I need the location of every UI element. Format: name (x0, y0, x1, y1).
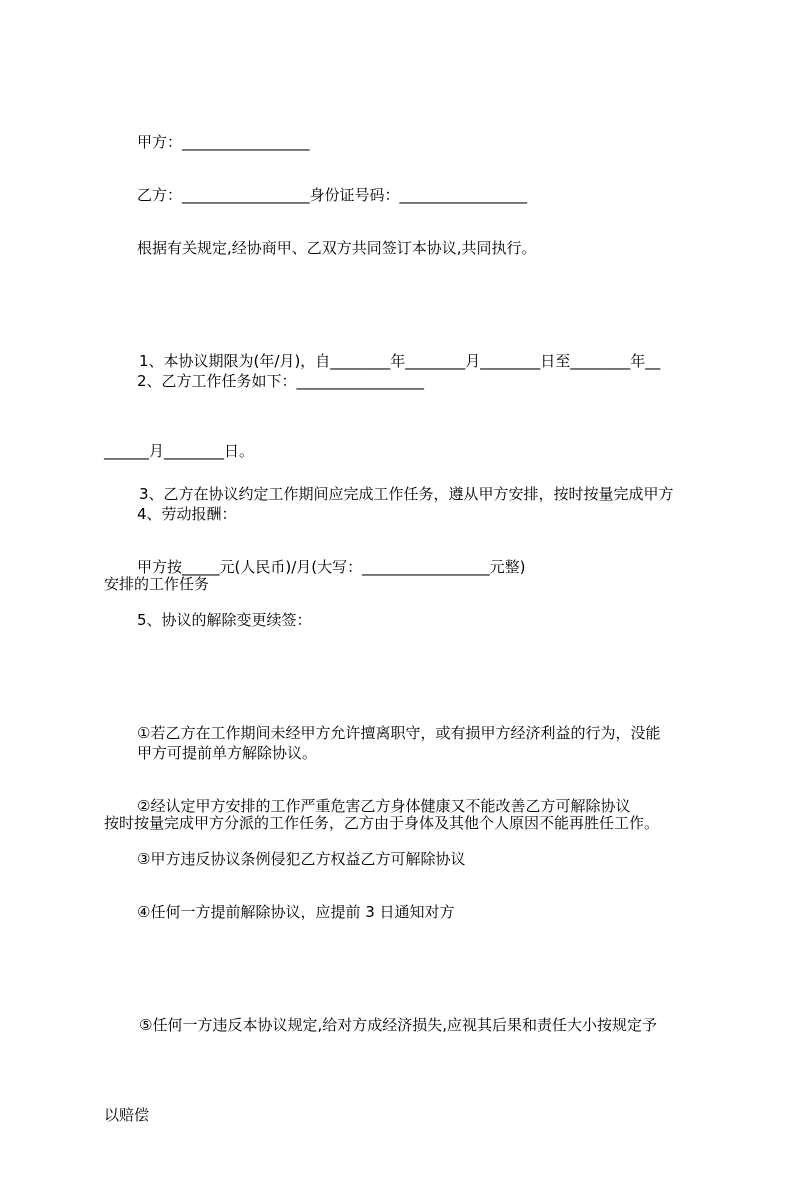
item-4: ④任何一方提前解除协议，应提前 3 日通知对方 (137, 903, 455, 921)
clause-1-line-2: ______月________日。 (104, 442, 255, 460)
clause-2: 2、乙方工作任务如下：_________________ (137, 372, 425, 390)
clause-3-line-1: 3、乙方在协议约定工作期间应完成工作任务，遵从甲方安排，按时按量完成甲方 (139, 485, 674, 503)
item-5-line-2: 以赔偿 (104, 1106, 150, 1124)
item-1-continuation: 甲方可提前单方解除协议。 (137, 744, 318, 762)
item-3: ③甲方违反协议条例侵犯乙方权益乙方可解除协议 (137, 850, 466, 868)
party-b-line: 乙方：_________________身份证号码：_________________ (137, 186, 528, 204)
item-5 (104, 950, 657, 1190)
clause-5: 5、协议的解除变更续签： (137, 611, 312, 629)
clause-3-line-2: 安排的工作任务 (104, 575, 210, 593)
item-5-line-1: ⑤任何一方违反本协议规定,给对方成经济损失,应视其后果和责任大小按规定予 (139, 1016, 657, 1034)
party-a-line: 甲方：_________________ (137, 133, 310, 151)
item-1-line-2: 按时按量完成甲方分派的工作任务，乙方由于身体及其他个人原因不能再胜任工作。 (104, 814, 660, 832)
item-1-line-1: ①若乙方在工作期间未经甲方允许擅离职守，或有损甲方经济利益的行为，没能 (137, 724, 661, 742)
preamble: 根据有关规定,经协商甲、乙双方共同签订本协议,共同执行。 (137, 239, 537, 257)
item-2: ②经认定甲方安排的工作严重危害乙方身体健康又不能改善乙方可解除协议 (137, 797, 631, 815)
clause-1-line-1: 1、本协议期限为(年/月)，自________年________月________日至________年__ (139, 352, 661, 370)
salary-line: 甲方按_____元(人民币)/月(大写：_________________元整) (137, 558, 526, 576)
clause-4: 4、劳动报酬： (137, 505, 237, 523)
